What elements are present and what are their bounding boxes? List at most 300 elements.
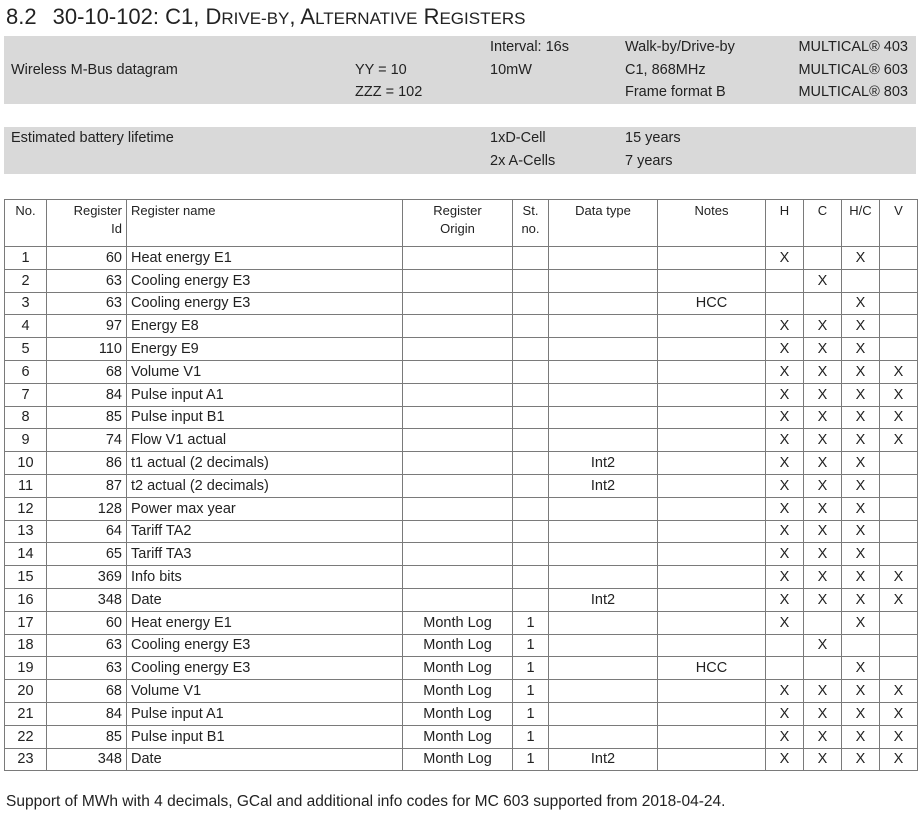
cell-id: 68 bbox=[47, 360, 127, 383]
battery-years: 15 years bbox=[625, 130, 681, 146]
cell-v bbox=[880, 247, 918, 270]
table-row bbox=[5, 383, 918, 406]
cell-notes bbox=[658, 315, 766, 338]
cell-origin bbox=[403, 588, 513, 611]
cell-dtype bbox=[549, 725, 658, 748]
table-row bbox=[5, 588, 918, 611]
cell-name: Cooling energy E3 bbox=[127, 292, 403, 315]
yy-value: YY = 10 bbox=[355, 62, 407, 78]
cell-st bbox=[513, 497, 549, 520]
cell-no: 3 bbox=[5, 292, 47, 315]
cell-name: Tariff TA3 bbox=[127, 543, 403, 566]
col-register-id bbox=[47, 200, 127, 247]
cell-dtype bbox=[549, 657, 658, 680]
cell-st bbox=[513, 429, 549, 452]
cell-origin: Month Log bbox=[403, 725, 513, 748]
cell-st bbox=[513, 543, 549, 566]
cell-h: X bbox=[766, 360, 804, 383]
heading-comma: , bbox=[289, 4, 301, 29]
cell-h: X bbox=[766, 429, 804, 452]
cell-v: X bbox=[880, 748, 918, 771]
col-st-no bbox=[513, 200, 549, 247]
cell-hc: X bbox=[842, 566, 880, 589]
cell-h bbox=[766, 634, 804, 657]
cell-c: X bbox=[804, 269, 842, 292]
cell-dtype bbox=[549, 406, 658, 429]
table-row bbox=[5, 725, 918, 748]
table-row bbox=[5, 406, 918, 429]
cell-c: X bbox=[804, 406, 842, 429]
cell-st bbox=[513, 406, 549, 429]
cell-st bbox=[513, 292, 549, 315]
cell-notes bbox=[658, 680, 766, 703]
cell-notes bbox=[658, 474, 766, 497]
cell-c: X bbox=[804, 725, 842, 748]
cell-h bbox=[766, 269, 804, 292]
cell-c bbox=[804, 247, 842, 270]
section-code: 30-10-102: C1, bbox=[52, 4, 206, 29]
col-register-origin bbox=[403, 200, 513, 247]
cell-c bbox=[804, 292, 842, 315]
cell-name: Date bbox=[127, 588, 403, 611]
table-row bbox=[5, 566, 918, 589]
cell-v bbox=[880, 611, 918, 634]
cell-no: 23 bbox=[5, 748, 47, 771]
cell-id: 348 bbox=[47, 748, 127, 771]
heading-letter: A bbox=[300, 4, 316, 29]
cell-name: Pulse input A1 bbox=[127, 702, 403, 725]
cell-st bbox=[513, 588, 549, 611]
table-row bbox=[5, 360, 918, 383]
table-row bbox=[5, 520, 918, 543]
product-label: MULTICAL® 403 bbox=[798, 39, 908, 55]
table-row bbox=[5, 680, 918, 703]
cell-no: 6 bbox=[5, 360, 47, 383]
cell-origin: Month Log bbox=[403, 702, 513, 725]
cell-dtype bbox=[549, 429, 658, 452]
cell-h: X bbox=[766, 566, 804, 589]
table-row bbox=[5, 474, 918, 497]
cell-v: X bbox=[880, 360, 918, 383]
cell-h: X bbox=[766, 680, 804, 703]
cell-c: X bbox=[804, 588, 842, 611]
col-c: C bbox=[804, 200, 842, 247]
cell-h: X bbox=[766, 383, 804, 406]
cell-v bbox=[880, 497, 918, 520]
cell-no: 2 bbox=[5, 269, 47, 292]
cell-name: Cooling energy E3 bbox=[127, 634, 403, 657]
mode-value: Walk-by/Drive-by bbox=[625, 39, 735, 55]
cell-v bbox=[880, 269, 918, 292]
cell-no: 18 bbox=[5, 634, 47, 657]
table-row bbox=[5, 748, 918, 771]
cell-h: X bbox=[766, 247, 804, 270]
cell-name: Tariff TA2 bbox=[127, 520, 403, 543]
cell-origin: Month Log bbox=[403, 657, 513, 680]
cell-st bbox=[513, 360, 549, 383]
cell-id: 63 bbox=[47, 657, 127, 680]
cell-no: 11 bbox=[5, 474, 47, 497]
cell-origin bbox=[403, 247, 513, 270]
table-header-row bbox=[5, 200, 918, 247]
cell-hc: X bbox=[842, 657, 880, 680]
cell-st bbox=[513, 269, 549, 292]
col-hc: H/C bbox=[842, 200, 880, 247]
cell-notes bbox=[658, 543, 766, 566]
col-notes: Notes bbox=[658, 200, 766, 247]
cell-c: X bbox=[804, 360, 842, 383]
cell-id: 85 bbox=[47, 406, 127, 429]
cell-origin: Month Log bbox=[403, 748, 513, 771]
table-row bbox=[5, 338, 918, 361]
cell-h: X bbox=[766, 520, 804, 543]
product-label: MULTICAL® 803 bbox=[798, 84, 908, 100]
cell-notes bbox=[658, 520, 766, 543]
cell-c: X bbox=[804, 566, 842, 589]
cell-h: X bbox=[766, 543, 804, 566]
heading-letter: R bbox=[423, 4, 440, 29]
cell-dtype bbox=[549, 269, 658, 292]
col-no: No. bbox=[5, 200, 47, 247]
cell-no: 12 bbox=[5, 497, 47, 520]
cell-id: 63 bbox=[47, 269, 127, 292]
cell-st bbox=[513, 520, 549, 543]
cell-name: Energy E8 bbox=[127, 315, 403, 338]
cell-hc: X bbox=[842, 292, 880, 315]
battery-cell: 2x A-Cells bbox=[490, 153, 556, 169]
cell-hc: X bbox=[842, 702, 880, 725]
cell-h bbox=[766, 657, 804, 680]
cell-v bbox=[880, 452, 918, 475]
cell-name: Cooling energy E3 bbox=[127, 657, 403, 680]
heading-smallcaps: EGISTERS bbox=[439, 9, 526, 28]
cell-id: 68 bbox=[47, 680, 127, 703]
footer-note: Support of MWh with 4 decimals, GCal and additional info codes for MC 603 supported from 2018-04-24. bbox=[6, 793, 726, 810]
cell-name: Power max year bbox=[127, 497, 403, 520]
cell-notes bbox=[658, 383, 766, 406]
cell-name: Flow V1 actual bbox=[127, 429, 403, 452]
cell-v bbox=[880, 634, 918, 657]
cell-origin bbox=[403, 452, 513, 475]
cell-hc: X bbox=[842, 338, 880, 361]
cell-notes bbox=[658, 702, 766, 725]
cell-hc: X bbox=[842, 360, 880, 383]
cell-v: X bbox=[880, 702, 918, 725]
cell-c: X bbox=[804, 543, 842, 566]
cell-notes bbox=[658, 406, 766, 429]
cell-notes bbox=[658, 634, 766, 657]
cell-no: 16 bbox=[5, 588, 47, 611]
cell-notes bbox=[658, 429, 766, 452]
cell-hc: X bbox=[842, 474, 880, 497]
table-row bbox=[5, 702, 918, 725]
cell-name: t1 actual (2 decimals) bbox=[127, 452, 403, 475]
cell-c: X bbox=[804, 520, 842, 543]
cell-hc: X bbox=[842, 406, 880, 429]
cell-origin bbox=[403, 292, 513, 315]
cell-hc: X bbox=[842, 588, 880, 611]
cell-dtype bbox=[549, 315, 658, 338]
cell-dtype bbox=[549, 360, 658, 383]
cell-hc: X bbox=[842, 247, 880, 270]
cell-id: 87 bbox=[47, 474, 127, 497]
col-origin-line2: Origin bbox=[440, 221, 475, 236]
heading-smallcaps: LTERNATIVE bbox=[315, 9, 418, 28]
cell-c: X bbox=[804, 634, 842, 657]
cell-id: 86 bbox=[47, 452, 127, 475]
cell-id: 110 bbox=[47, 338, 127, 361]
cell-origin bbox=[403, 406, 513, 429]
cell-v bbox=[880, 657, 918, 680]
table-row bbox=[5, 497, 918, 520]
cell-hc: X bbox=[842, 611, 880, 634]
cell-no: 19 bbox=[5, 657, 47, 680]
cell-c: X bbox=[804, 383, 842, 406]
cell-hc: X bbox=[842, 315, 880, 338]
cell-v bbox=[880, 520, 918, 543]
cell-origin bbox=[403, 543, 513, 566]
cell-id: 369 bbox=[47, 566, 127, 589]
cell-notes bbox=[658, 725, 766, 748]
cell-h bbox=[766, 292, 804, 315]
cell-hc: X bbox=[842, 748, 880, 771]
cell-hc: X bbox=[842, 543, 880, 566]
col-h: H bbox=[766, 200, 804, 247]
col-v: V bbox=[880, 200, 918, 247]
cell-name: Pulse input B1 bbox=[127, 406, 403, 429]
cell-dtype bbox=[549, 520, 658, 543]
cell-v: X bbox=[880, 725, 918, 748]
cell-c bbox=[804, 657, 842, 680]
cell-name: t2 actual (2 decimals) bbox=[127, 474, 403, 497]
datagram-box bbox=[4, 36, 916, 104]
cell-id: 64 bbox=[47, 520, 127, 543]
cell-id: 60 bbox=[47, 611, 127, 634]
cell-id: 63 bbox=[47, 634, 127, 657]
cell-c: X bbox=[804, 315, 842, 338]
table-row bbox=[5, 634, 918, 657]
col-register-name: Register name bbox=[127, 200, 403, 247]
cell-h: X bbox=[766, 497, 804, 520]
cell-name: Info bits bbox=[127, 566, 403, 589]
cell-notes bbox=[658, 452, 766, 475]
cell-origin: Month Log bbox=[403, 680, 513, 703]
cell-c bbox=[804, 611, 842, 634]
table-row bbox=[5, 657, 918, 680]
cell-h: X bbox=[766, 338, 804, 361]
cell-st: 1 bbox=[513, 611, 549, 634]
col-st-line1: St. bbox=[522, 203, 539, 218]
cell-id: 74 bbox=[47, 429, 127, 452]
cell-c: X bbox=[804, 452, 842, 475]
cell-v bbox=[880, 292, 918, 315]
cell-hc bbox=[842, 634, 880, 657]
cell-v: X bbox=[880, 588, 918, 611]
cell-notes bbox=[658, 247, 766, 270]
cell-no: 5 bbox=[5, 338, 47, 361]
cell-name: Heat energy E1 bbox=[127, 247, 403, 270]
cell-notes bbox=[658, 748, 766, 771]
cell-c: X bbox=[804, 702, 842, 725]
heading-smallcaps: BY bbox=[266, 9, 290, 28]
cell-no: 7 bbox=[5, 383, 47, 406]
cell-c: X bbox=[804, 748, 842, 771]
cell-c: X bbox=[804, 474, 842, 497]
cell-no: 8 bbox=[5, 406, 47, 429]
cell-id: 128 bbox=[47, 497, 127, 520]
cell-origin bbox=[403, 383, 513, 406]
battery-years: 7 years bbox=[625, 153, 673, 169]
cell-dtype bbox=[549, 634, 658, 657]
cell-hc: X bbox=[842, 383, 880, 406]
cell-no: 10 bbox=[5, 452, 47, 475]
cell-origin: Month Log bbox=[403, 611, 513, 634]
cell-origin bbox=[403, 429, 513, 452]
cell-no: 14 bbox=[5, 543, 47, 566]
cell-h: X bbox=[766, 406, 804, 429]
cell-no: 9 bbox=[5, 429, 47, 452]
cell-st: 1 bbox=[513, 702, 549, 725]
cell-dtype bbox=[549, 680, 658, 703]
cell-dtype bbox=[549, 247, 658, 270]
col-data-type: Data type bbox=[549, 200, 658, 247]
cell-dtype bbox=[549, 611, 658, 634]
cell-h: X bbox=[766, 474, 804, 497]
cell-st: 1 bbox=[513, 680, 549, 703]
table-row bbox=[5, 429, 918, 452]
cell-name: Energy E9 bbox=[127, 338, 403, 361]
cell-id: 84 bbox=[47, 702, 127, 725]
section-number: 8.2 bbox=[6, 4, 37, 29]
cell-notes: HCC bbox=[658, 657, 766, 680]
cell-dtype: Int2 bbox=[549, 452, 658, 475]
cell-notes bbox=[658, 566, 766, 589]
battery-cell: 1xD-Cell bbox=[490, 130, 546, 146]
table-row bbox=[5, 315, 918, 338]
cell-hc: X bbox=[842, 497, 880, 520]
cell-origin bbox=[403, 520, 513, 543]
cell-name: Volume V1 bbox=[127, 680, 403, 703]
cell-dtype: Int2 bbox=[549, 474, 658, 497]
cell-notes bbox=[658, 338, 766, 361]
cell-hc: X bbox=[842, 520, 880, 543]
cell-id: 65 bbox=[47, 543, 127, 566]
cell-id: 97 bbox=[47, 315, 127, 338]
cell-v bbox=[880, 474, 918, 497]
cell-name: Pulse input B1 bbox=[127, 725, 403, 748]
cell-notes bbox=[658, 497, 766, 520]
cell-notes: HCC bbox=[658, 292, 766, 315]
cell-no: 20 bbox=[5, 680, 47, 703]
cell-h: X bbox=[766, 315, 804, 338]
table-row bbox=[5, 247, 918, 270]
cell-st: 1 bbox=[513, 748, 549, 771]
cell-name: Cooling energy E3 bbox=[127, 269, 403, 292]
heading-dash: - bbox=[261, 9, 267, 28]
cell-id: 84 bbox=[47, 383, 127, 406]
cell-hc: X bbox=[842, 429, 880, 452]
cell-no: 17 bbox=[5, 611, 47, 634]
cell-st bbox=[513, 315, 549, 338]
cell-h: X bbox=[766, 588, 804, 611]
col-st-line2: no. bbox=[521, 221, 540, 236]
cell-notes bbox=[658, 588, 766, 611]
cell-dtype bbox=[549, 702, 658, 725]
cell-h: X bbox=[766, 702, 804, 725]
section-heading bbox=[6, 4, 525, 30]
cell-dtype bbox=[549, 497, 658, 520]
cell-st: 1 bbox=[513, 634, 549, 657]
cell-v bbox=[880, 315, 918, 338]
cell-c: X bbox=[804, 497, 842, 520]
cell-hc: X bbox=[842, 452, 880, 475]
cell-no: 21 bbox=[5, 702, 47, 725]
battery-label: Estimated battery lifetime bbox=[11, 130, 174, 146]
cell-origin bbox=[403, 269, 513, 292]
frame-value: Frame format B bbox=[625, 84, 726, 100]
cell-origin bbox=[403, 566, 513, 589]
power-value: 10mW bbox=[490, 62, 532, 78]
cell-origin bbox=[403, 474, 513, 497]
cell-hc: X bbox=[842, 680, 880, 703]
register-table bbox=[4, 199, 918, 771]
cell-id: 85 bbox=[47, 725, 127, 748]
cell-c: X bbox=[804, 680, 842, 703]
cell-id: 348 bbox=[47, 588, 127, 611]
interval-value: Interval: 16s bbox=[490, 39, 569, 55]
cell-name: Heat energy E1 bbox=[127, 611, 403, 634]
cell-name: Volume V1 bbox=[127, 360, 403, 383]
cell-st bbox=[513, 566, 549, 589]
cell-no: 22 bbox=[5, 725, 47, 748]
cell-hc bbox=[842, 269, 880, 292]
cell-v: X bbox=[880, 406, 918, 429]
cell-dtype: Int2 bbox=[549, 588, 658, 611]
cell-dtype bbox=[549, 383, 658, 406]
cell-v bbox=[880, 543, 918, 566]
cell-h: X bbox=[766, 452, 804, 475]
cell-no: 4 bbox=[5, 315, 47, 338]
table-row bbox=[5, 269, 918, 292]
cell-id: 60 bbox=[47, 247, 127, 270]
cell-no: 13 bbox=[5, 520, 47, 543]
cell-dtype bbox=[549, 292, 658, 315]
cell-c: X bbox=[804, 429, 842, 452]
frequency-value: C1, 868MHz bbox=[625, 62, 706, 78]
cell-st bbox=[513, 474, 549, 497]
cell-notes bbox=[658, 611, 766, 634]
cell-no: 15 bbox=[5, 566, 47, 589]
cell-origin bbox=[403, 497, 513, 520]
cell-name: Date bbox=[127, 748, 403, 771]
cell-h: X bbox=[766, 725, 804, 748]
cell-origin bbox=[403, 338, 513, 361]
cell-v: X bbox=[880, 429, 918, 452]
cell-v: X bbox=[880, 566, 918, 589]
cell-no: 1 bbox=[5, 247, 47, 270]
cell-st: 1 bbox=[513, 657, 549, 680]
cell-name: Pulse input A1 bbox=[127, 383, 403, 406]
zzz-value: ZZZ = 102 bbox=[355, 84, 423, 100]
cell-st: 1 bbox=[513, 725, 549, 748]
cell-st bbox=[513, 383, 549, 406]
datagram-label: Wireless M-Bus datagram bbox=[11, 62, 178, 78]
cell-v: X bbox=[880, 680, 918, 703]
cell-h: X bbox=[766, 611, 804, 634]
table-row bbox=[5, 292, 918, 315]
cell-dtype bbox=[549, 338, 658, 361]
cell-v bbox=[880, 338, 918, 361]
